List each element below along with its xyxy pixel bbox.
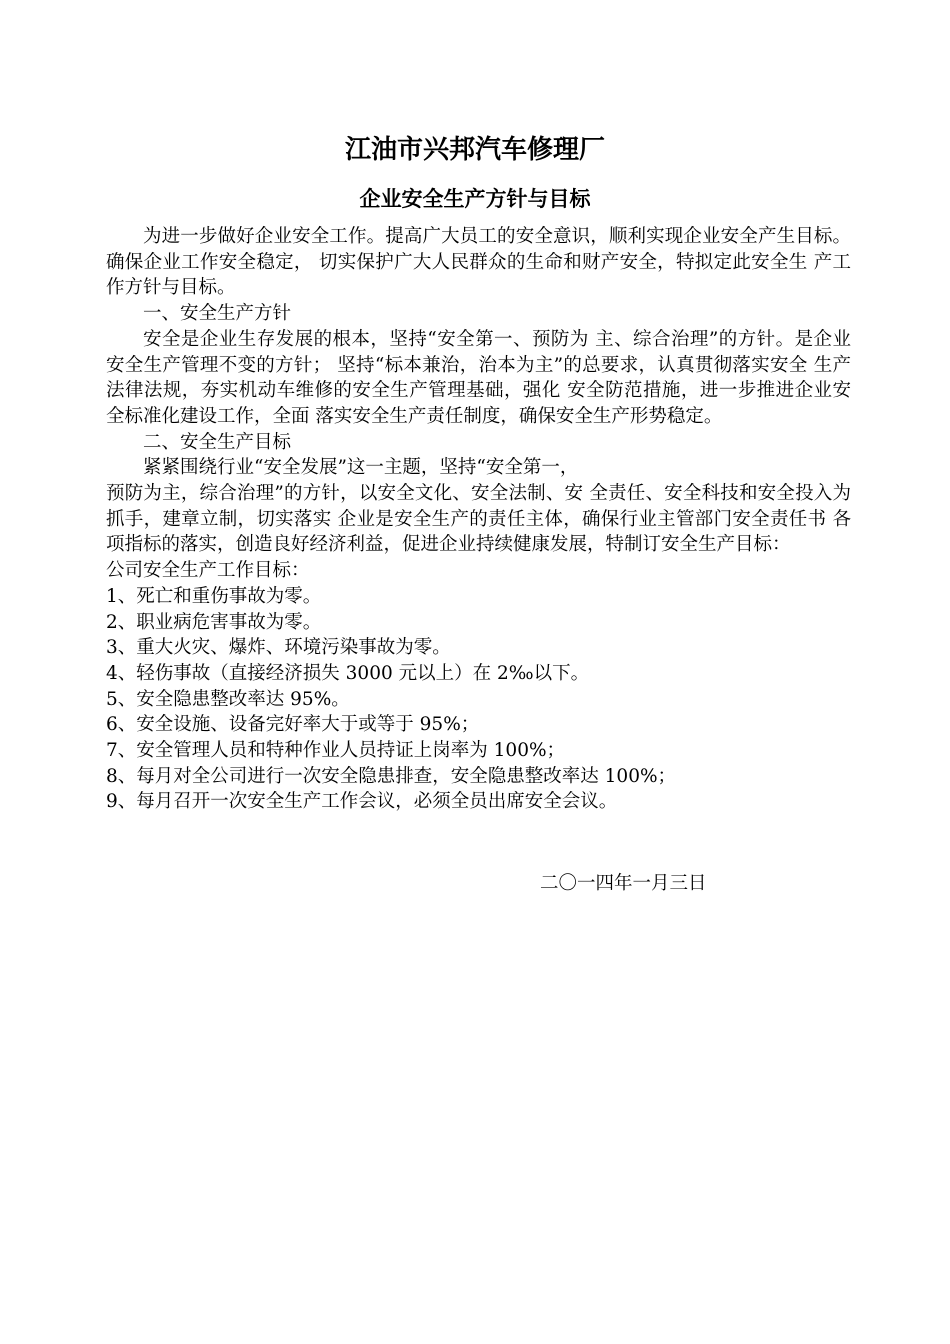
section1-heading: 一、安全生产方针: [143, 303, 292, 325]
goal-item: 6、安全设施、设备完好率大于或等于 95%；: [106, 714, 480, 736]
section2-first-line: 紧紧围绕行业“安全发展”这一主题，坚持“安全第一，: [143, 457, 579, 479]
document-subtitle: 企业安全生产方针与目标: [359, 187, 591, 211]
goal-item: 5、安全隐患整改率达 95%。: [106, 688, 350, 710]
goal-item: 2、职业病危害事故为零。: [106, 611, 322, 633]
section1-paragraph: 安全是企业生存发展的根本，坚持“安全第一、预防为 主、综合治理”的方针。是企业安全生产管理不变的方针； 坚持“标本兼治，治本为主”的总要求，认真贯彻落实安全 生产法律法规，夯实机动车维修的安全生产管理基础，强化 安全防范措施，进一步推进企业安全标准化建设工作，全面 落实安全生产责任制度，确保安全生产形势稳定。: [106, 328, 851, 427]
section2-paragraph: 预防为主，综合治理”的方针，以安全文化、安全法制、安 全责任、安全科技和安全投入为抓手，建章立制，切实落实 企业是安全生产的责任主体，确保行业主管部门安全责任书 各项指标的落实，创造良好经济利益，促进企业持续健康发展，特制订安全生产目标：: [106, 483, 851, 556]
goals-heading: 公司安全生产工作目标：: [106, 560, 310, 582]
goal-item: 7、安全管理人员和特种作业人员持证上岗率为 100%；: [106, 740, 566, 762]
goal-item: 3、重大火灾、爆炸、环境污染事故为零。: [106, 637, 451, 659]
section2-heading: 二、安全生产目标: [143, 431, 292, 453]
goal-item: 8、每月对全公司进行一次安全隐患排查，安全隐患整改率达 100%；: [106, 765, 677, 787]
goal-item: 4、轻伤事故（直接经济损失 3000 元以上）在 2‰以下。: [106, 662, 590, 684]
goal-item: 1、死亡和重伤事故为零。: [106, 585, 322, 607]
company-title: 江油市兴邦汽车修理厂: [344, 135, 605, 165]
document-body: [106, 224, 851, 815]
goal-item: 9、每月召开一次安全生产工作会议，必须全员出席安全会议。: [106, 791, 618, 813]
intro-paragraph: 为进一步做好企业安全工作。提高广大员工的安全意识，顺利实现企业安全产生目标。确保企业工作安全稳定， 切实保护广大人民群众的生命和财产安全，特拟定此安全生 产工作方针与目标。: [106, 226, 851, 299]
document-date: 二〇一四年一月三日: [540, 873, 707, 894]
